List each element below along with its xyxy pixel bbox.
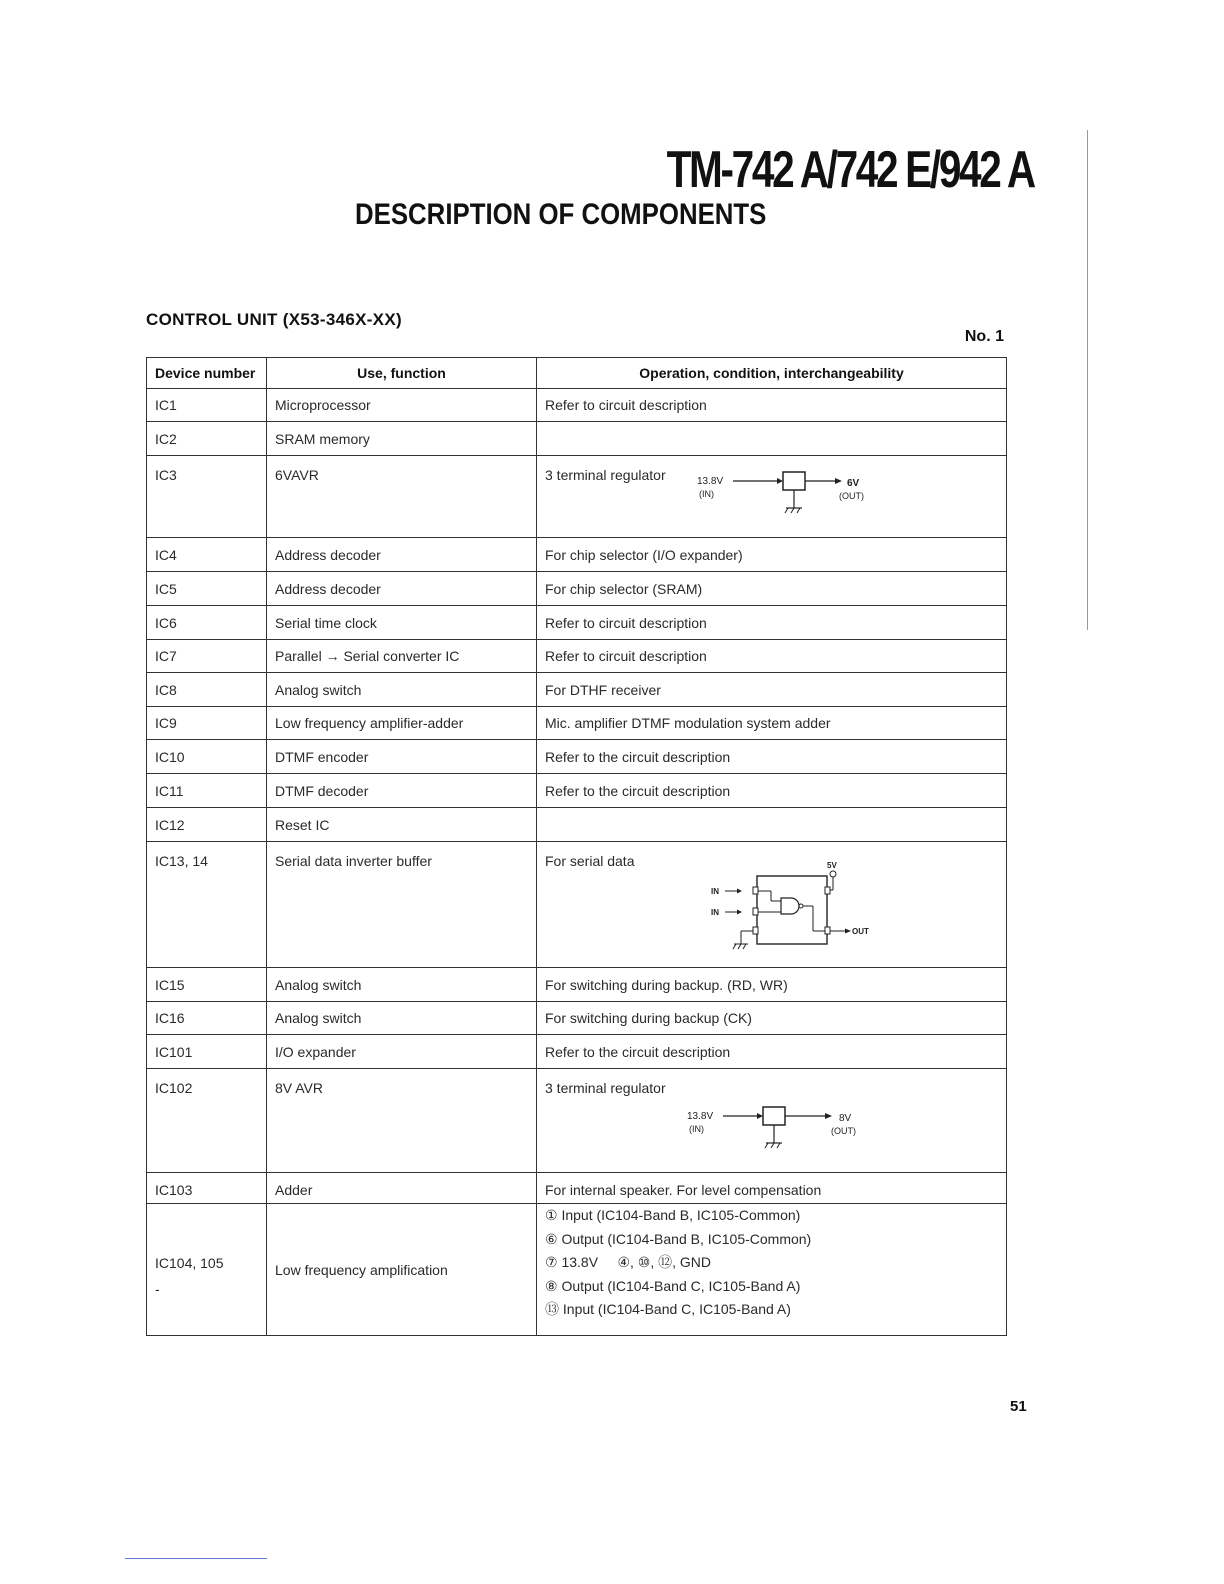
device-cell: IC16: [147, 1002, 267, 1035]
output-voltage-label: 6V: [847, 478, 860, 489]
table-row: [147, 808, 1007, 842]
operation-cell: [537, 808, 1007, 842]
components-table: [146, 357, 1007, 1336]
operation-cell: For internal speaker. For level compensation: [537, 1173, 1007, 1204]
operation-cell: [537, 1204, 1007, 1336]
operation-cell: [537, 422, 1007, 456]
use-cell: Analog switch: [267, 673, 537, 707]
device-cell: IC7: [147, 640, 267, 673]
device-cell: [147, 1204, 267, 1336]
device-cell: IC2: [147, 422, 267, 456]
input-2-label: IN: [711, 908, 719, 917]
device-cell: IC12: [147, 808, 267, 842]
pin-line: ⑧ Output (IC104-Band C, IC105-Band A): [545, 1277, 801, 1294]
operation-cell: [537, 456, 1007, 538]
output-label: (OUT): [839, 491, 864, 501]
table-row: [147, 606, 1007, 640]
table-row: [147, 389, 1007, 422]
table-row: [147, 673, 1007, 707]
use-cell: SRAM memory: [267, 422, 537, 456]
table-row: [147, 1204, 1007, 1336]
device-cell: IC6: [147, 606, 267, 640]
device-cell: IC11: [147, 774, 267, 808]
use-cell: Serial time clock: [267, 606, 537, 640]
table-row: [147, 1035, 1007, 1069]
page-heading: DESCRIPTION OF COMPONENTS: [355, 198, 767, 231]
operation-cell: Refer to the circuit description: [537, 740, 1007, 774]
vcc-label: 5V: [827, 861, 837, 870]
section-title: CONTROL UNIT (X53-346X-XX): [146, 310, 402, 329]
operation-cell: Refer to the circuit description: [537, 774, 1007, 808]
device-cell: IC102: [147, 1069, 267, 1173]
regulator-diagram: [685, 1105, 885, 1161]
use-cell: DTMF decoder: [267, 774, 537, 808]
use-cell: Analog switch: [267, 968, 537, 1002]
output-label: OUT: [852, 927, 869, 936]
input-voltage-label: 13.8V: [687, 1111, 714, 1122]
pin-line: ⑥ Output (IC104-Band B, IC105-Common): [545, 1230, 812, 1247]
table-row: [147, 572, 1007, 606]
use-cell: Address decoder: [267, 538, 537, 572]
device-label: IC104, 105: [155, 1254, 224, 1271]
output-voltage-label: 8V: [839, 1113, 852, 1124]
table-row: [147, 740, 1007, 774]
operation-cell: Mic. amplifier DTMF modulation system adder: [537, 707, 1007, 740]
column-header: Operation, condition, interchangeability: [537, 358, 1007, 389]
operation-cell: Refer to circuit description: [537, 389, 1007, 422]
pin-line: ⑦ 13.8V ④, ⑩, ⑫, GND: [545, 1254, 712, 1270]
inverter-buffer-diagram: [699, 856, 889, 956]
use-cell: Address decoder: [267, 572, 537, 606]
pin-line: ① Input (IC104-Band B, IC105-Common): [545, 1207, 801, 1223]
table-row: [147, 707, 1007, 740]
device-cell: IC101: [147, 1035, 267, 1069]
page-number: 51: [1010, 1398, 1027, 1415]
operation-text: 3 terminal regulator: [545, 1080, 666, 1096]
device-mark: -: [155, 1280, 160, 1297]
use-cell: Low frequency amplifier-adder: [267, 707, 537, 740]
table-row: [147, 774, 1007, 808]
use-cell: Serial data inverter buffer: [267, 842, 537, 968]
margin-rule: [1087, 130, 1088, 630]
table-row: [147, 1069, 1007, 1173]
table-row: [147, 422, 1007, 456]
operation-cell: Refer to the circuit description: [537, 1035, 1007, 1069]
operation-cell: For switching during backup (CK): [537, 1002, 1007, 1035]
use-cell: 8V AVR: [267, 1069, 537, 1173]
device-cell: IC15: [147, 968, 267, 1002]
model-title: TM-742 A/742 E/942 A: [666, 141, 1034, 199]
device-cell: IC8: [147, 673, 267, 707]
use-cell: Analog switch: [267, 1002, 537, 1035]
use-cell: I/O expander: [267, 1035, 537, 1069]
use-cell: Low frequency amplification: [267, 1204, 537, 1336]
table-row: [147, 1002, 1007, 1035]
input-label: (IN): [689, 1124, 704, 1134]
device-cell: IC5: [147, 572, 267, 606]
operation-cell: For chip selector (I/O expander): [537, 538, 1007, 572]
footer-rule: [125, 1558, 267, 1559]
use-cell: Microprocessor: [267, 389, 537, 422]
column-header: Device number: [147, 358, 267, 389]
use-cell: Adder: [267, 1173, 537, 1204]
operation-cell: For DTHF receiver: [537, 673, 1007, 707]
device-cell: IC9: [147, 707, 267, 740]
device-cell: IC1: [147, 389, 267, 422]
output-label: (OUT): [831, 1126, 856, 1136]
table-row: [147, 1173, 1007, 1204]
use-cell: DTMF encoder: [267, 740, 537, 774]
sheet-number: No. 1: [964, 328, 1004, 345]
use-cell: 6VAVR: [267, 456, 537, 538]
use-cell: Parallel → Serial converter IC: [267, 640, 537, 673]
table-header-row: [147, 358, 1007, 389]
operation-cell: For switching during backup. (RD, WR): [537, 968, 1007, 1002]
operation-text: 3 terminal regulator: [545, 467, 666, 483]
operation-cell: Refer to circuit description: [537, 606, 1007, 640]
table-row: [147, 842, 1007, 968]
use-cell: Reset IC: [267, 808, 537, 842]
device-cell: IC3: [147, 456, 267, 538]
device-cell: IC13, 14: [147, 842, 267, 968]
device-cell: IC103: [147, 1173, 267, 1204]
input-1-label: IN: [711, 887, 719, 896]
input-label: (IN): [699, 489, 714, 499]
device-cell: IC4: [147, 538, 267, 572]
operation-cell: [537, 842, 1007, 968]
table-row: [147, 456, 1007, 538]
operation-text: For serial data: [545, 853, 635, 869]
device-cell: IC10: [147, 740, 267, 774]
table-row: [147, 968, 1007, 1002]
operation-cell: For chip selector (SRAM): [537, 572, 1007, 606]
table-row: [147, 640, 1007, 673]
regulator-diagram: [695, 470, 895, 526]
pin-line: ⑬ Input (IC104-Band C, IC105-Band A): [545, 1301, 791, 1317]
operation-cell: [537, 1069, 1007, 1173]
table-row: [147, 538, 1007, 572]
operation-cell: Refer to circuit description: [537, 640, 1007, 673]
column-header: Use, function: [267, 358, 537, 389]
input-voltage-label: 13.8V: [697, 476, 724, 487]
